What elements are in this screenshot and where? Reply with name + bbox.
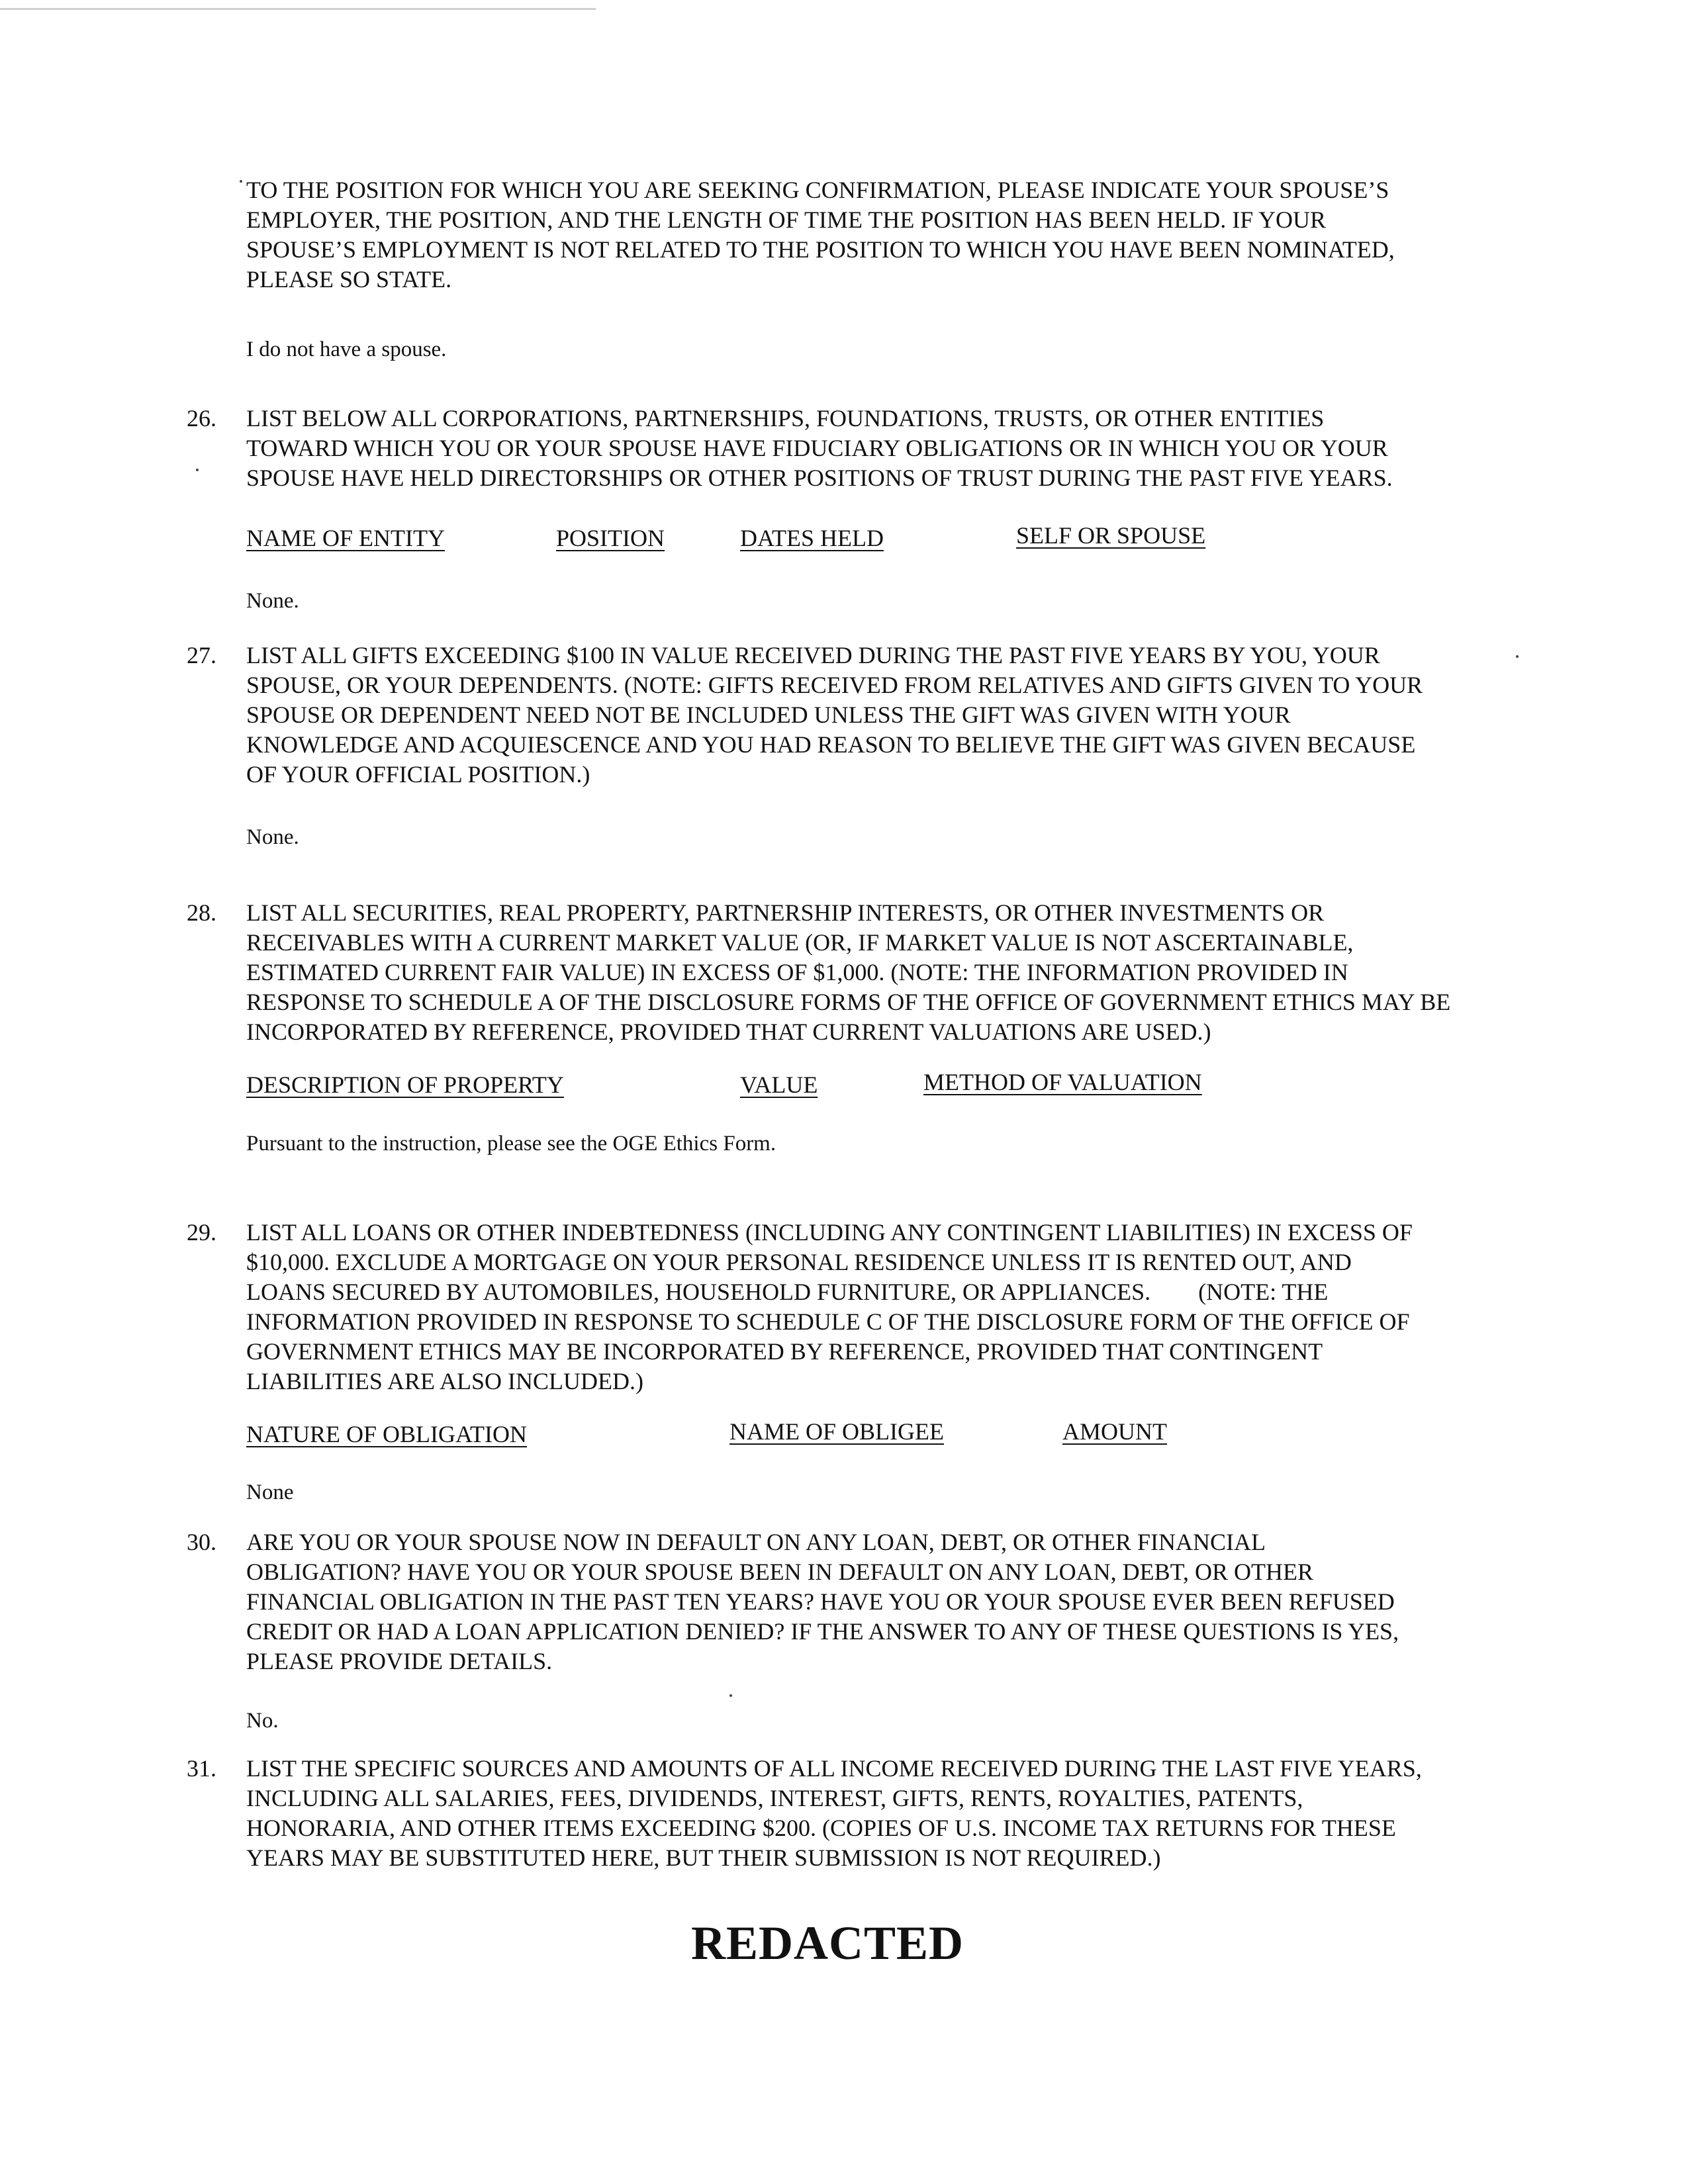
question-line: LIST ALL GIFTS EXCEEDING $100 IN VALUE RECEIVED DURING THE PAST FIVE YEARS BY YOU, YOUR xyxy=(246,642,1380,668)
question-30-text xyxy=(246,1527,1537,1676)
question-number-31: 31. xyxy=(187,1755,216,1782)
question-line: CREDIT OR HAD A LOAN APPLICATION DENIED? IF THE ANSWER TO ANY OF THESE QUESTIONS IS YES, xyxy=(246,1618,1399,1645)
question-number-30: 30. xyxy=(187,1529,216,1555)
question-line: LIST ALL SECURITIES, REAL PROPERTY, PARTNERSHIP INTERESTS, OR OTHER INVESTMENTS OR xyxy=(246,899,1325,926)
question-27-answer: None. xyxy=(246,825,299,849)
question-line: LOANS SECURED BY AUTOMOBILES, HOUSEHOLD FURNITURE, OR APPLIANCES. (NOTE: THE xyxy=(246,1279,1329,1305)
header-dates-held: DATES HELD xyxy=(740,525,884,551)
header-self-or-spouse: SELF OR SPOUSE xyxy=(1016,522,1206,549)
header-method-of-valuation: METHOD OF VALUATION xyxy=(923,1069,1202,1095)
header-amount: AMOUNT xyxy=(1062,1418,1167,1445)
question-line: OBLIGATION? HAVE YOU OR YOUR SPOUSE BEEN IN DEFAULT ON ANY LOAN, DEBT, OR OTHER xyxy=(246,1559,1313,1585)
continuation-line: PLEASE SO STATE. xyxy=(246,266,452,293)
question-line: SPOUSE, OR YOUR DEPENDENTS. (NOTE: GIFTS RECEIVED FROM RELATIVES AND GIFTS GIVEN TO YOUR xyxy=(246,672,1423,698)
question-29-answer: None xyxy=(246,1480,294,1504)
question-line: $10,000. EXCLUDE A MORTGAGE ON YOUR PERSONAL RESIDENCE UNLESS IT IS RENTED OUT, AND xyxy=(246,1249,1352,1275)
question-line: OF YOUR OFFICIAL POSITION.) xyxy=(246,761,590,788)
question-number-29: 29. xyxy=(187,1219,216,1246)
question-line: FINANCIAL OBLIGATION IN THE PAST TEN YEARS? HAVE YOU OR YOUR SPOUSE EVER BEEN REFUSED xyxy=(246,1588,1395,1615)
header-description-of-property: DESCRIPTION OF PROPERTY xyxy=(246,1071,564,1098)
continuation-line: EMPLOYER, THE POSITION, AND THE LENGTH OF TIME THE POSITION HAS BEEN HELD. IF YOUR xyxy=(246,206,1326,233)
question-line: KNOWLEDGE AND ACQUIESCENCE AND YOU HAD REASON TO BELIEVE THE GIFT WAS GIVEN BECAUSE xyxy=(246,731,1416,758)
question-line: YEARS MAY BE SUBSTITUTED HERE, BUT THEIR SUBMISSION IS NOT REQUIRED.) xyxy=(246,1844,1161,1871)
continuation-answer: I do not have a spouse. xyxy=(246,338,447,361)
header-nature-of-obligation: NATURE OF OBLIGATION xyxy=(246,1421,527,1447)
continuation-line: SPOUSE’S EMPLOYMENT IS NOT RELATED TO THE POSITION TO WHICH YOU HAVE BEEN NOMINATED, xyxy=(246,236,1395,263)
question-line: HONORARIA, AND OTHER ITEMS EXCEEDING $200. (COPIES OF U.S. INCOME TAX RETURNS FOR THESE xyxy=(246,1815,1396,1841)
question-27-text xyxy=(246,641,1537,790)
header-name-of-obligee: NAME OF OBLIGEE xyxy=(729,1418,944,1445)
question-31-text xyxy=(246,1754,1537,1873)
question-28-answer: Pursuant to the instruction, please see the OGE Ethics Form. xyxy=(246,1132,776,1156)
question-line: GOVERNMENT ETHICS MAY BE INCORPORATED BY REFERENCE, PROVIDED THAT CONTINGENT xyxy=(246,1338,1323,1365)
question-line: SPOUSE HAVE HELD DIRECTORSHIPS OR OTHER POSITIONS OF TRUST DURING THE PAST FIVE YEARS. xyxy=(246,465,1393,491)
question-number-28: 28. xyxy=(187,899,216,926)
question-line: LIST ALL LOANS OR OTHER INDEBTEDNESS (INCLUDING ANY CONTINGENT LIABILITIES) IN EXCESS OF xyxy=(246,1219,1413,1246)
continuation-question-text xyxy=(246,175,1537,295)
question-line: RESPONSE TO SCHEDULE A OF THE DISCLOSURE FORMS OF THE OFFICE OF GOVERNMENT ETHICS MAY BE xyxy=(246,989,1451,1015)
question-line: LIABILITIES ARE ALSO INCLUDED.) xyxy=(246,1368,643,1394)
question-line: ESTIMATED CURRENT FAIR VALUE) IN EXCESS OF $1,000. (NOTE: THE INFORMATION PROVIDED IN xyxy=(246,959,1348,985)
question-line: INFORMATION PROVIDED IN RESPONSE TO SCHEDULE C OF THE DISCLOSURE FORM OF THE OFFICE OF xyxy=(246,1308,1410,1335)
scan-speck xyxy=(240,180,242,183)
question-29-text xyxy=(246,1218,1537,1396)
scan-speck xyxy=(196,469,199,471)
question-26-text xyxy=(246,404,1537,493)
redacted-label: REDACTED xyxy=(690,1917,964,1970)
header-name-of-entity: NAME OF ENTITY xyxy=(246,525,445,551)
question-number-27: 27. xyxy=(187,642,216,668)
question-number-26: 26. xyxy=(187,405,216,432)
question-30-answer: No. xyxy=(246,1709,279,1733)
question-line: LIST BELOW ALL CORPORATIONS, PARTNERSHIPS, FOUNDATIONS, TRUSTS, OR OTHER ENTITIES xyxy=(246,405,1325,432)
question-28-text xyxy=(246,898,1537,1047)
question-line: SPOUSE OR DEPENDENT NEED NOT BE INCLUDED UNLESS THE GIFT WAS GIVEN WITH YOUR xyxy=(246,702,1291,728)
question-line: PLEASE PROVIDE DETAILS. xyxy=(246,1648,553,1674)
question-line: RECEIVABLES WITH A CURRENT MARKET VALUE (OR, IF MARKET VALUE IS NOT ASCERTAINABLE, xyxy=(246,929,1354,956)
question-26-answer: None. xyxy=(246,589,299,613)
question-line: ARE YOU OR YOUR SPOUSE NOW IN DEFAULT ON ANY LOAN, DEBT, OR OTHER FINANCIAL xyxy=(246,1529,1266,1555)
header-value: VALUE xyxy=(740,1071,818,1098)
question-line: INCORPORATED BY REFERENCE, PROVIDED THAT CURRENT VALUATIONS ARE USED.) xyxy=(246,1019,1211,1045)
continuation-line: TO THE POSITION FOR WHICH YOU ARE SEEKING CONFIRMATION, PLEASE INDICATE YOUR SPOUSE’S xyxy=(246,177,1389,203)
header-position: POSITION xyxy=(556,525,665,551)
scan-speck xyxy=(1516,655,1519,658)
question-line: LIST THE SPECIFIC SOURCES AND AMOUNTS OF ALL INCOME RECEIVED DURING THE LAST FIVE YEARS, xyxy=(246,1755,1422,1782)
question-line: INCLUDING ALL SALARIES, FEES, DIVIDENDS, INTEREST, GIFTS, RENTS, ROYALTIES, PATENTS, xyxy=(246,1785,1303,1811)
question-line: TOWARD WHICH YOU OR YOUR SPOUSE HAVE FIDUCIARY OBLIGATIONS OR IN WHICH YOU OR YOUR xyxy=(246,435,1388,461)
scan-edge-line xyxy=(0,8,596,10)
scan-speck xyxy=(729,1694,732,1697)
